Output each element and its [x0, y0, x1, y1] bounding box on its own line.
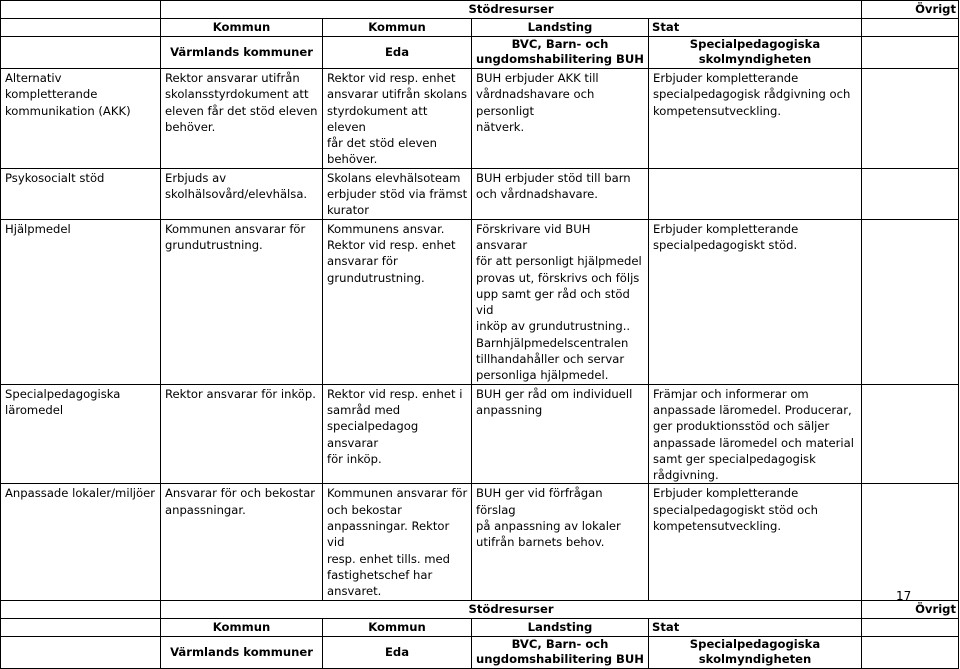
table-cell: BUH erbjuder stöd till barn och vårdnadshavare.: [472, 168, 649, 219]
table-row: [1, 168, 959, 219]
table-cell: Kommunen ansvarar för grundutrustning.: [161, 219, 323, 384]
row-label: Psykosocialt stöd: [1, 168, 161, 219]
table-cell: [862, 168, 959, 219]
row-label: Hjälpmedel: [1, 219, 161, 384]
header-bvc-buh: BVC, Barn- och ungdomshabilitering BUH: [472, 37, 649, 69]
header-kommun: Kommun: [323, 19, 472, 37]
table-cell: Främjar och informerar om anpassade läromedel. Producerar, ger produktionsstöd och säljer anpassade läromedel och material samt ger specialpedagogisk rådgivning.: [649, 384, 862, 484]
header-row: [1, 37, 959, 69]
footer-header-landsting: Landsting: [472, 618, 649, 636]
table-cell: Kommunens ansvar. Rektor vid resp. enhet ansvarar för grundutrustning.: [323, 219, 472, 384]
table-cell: Rektor vid resp. enhet ansvarar utifrån skolans styrdokument att eleven får det stöd eleven behöver.: [323, 69, 472, 169]
header-eda: Eda: [323, 37, 472, 69]
table-cell: Kommunen ansvarar för och bekostar anpassningar. Rektor vid resp. enhet tills. med fastighetschef har ansvaret.: [323, 484, 472, 600]
header-stat: Stat: [649, 19, 862, 37]
table-cell: Skolans elevhälsoteam erbjuder stöd via främst kurator: [323, 168, 472, 219]
footer-header-stodresurser: Stödresurser: [161, 600, 862, 618]
footer-header-row: [1, 618, 959, 636]
row-label: Specialpedagogiska läromedel: [1, 384, 161, 484]
table-row: [1, 69, 959, 169]
page-number: 17: [896, 589, 912, 603]
header-row: [1, 19, 959, 37]
table-cell: Erbjuds av skolhälsovård/elevhälsa.: [161, 168, 323, 219]
footer-header-ovrigt: Övrigt: [862, 600, 959, 618]
table-cell: BUH ger råd om individuell anpassning: [472, 384, 649, 484]
table-cell: [862, 219, 959, 384]
table-row: [1, 219, 959, 384]
footer-header-row: [1, 636, 959, 668]
table-cell: Ansvarar för och bekostar anpassningar.: [161, 484, 323, 600]
footer-header-kommun: Kommun: [161, 618, 323, 636]
table-cell: [862, 69, 959, 169]
header-varmlands-kommuner: Värmlands kommuner: [161, 37, 323, 69]
footer-header-spsm: Specialpedagogiska skolmyndigheten: [649, 636, 862, 668]
header-kommun: Kommun: [161, 19, 323, 37]
table-cell: Rektor vid resp. enhet i samråd med specialpedagog ansvarar för inköp.: [323, 384, 472, 484]
table-cell: [862, 484, 959, 600]
table-cell: Rektor ansvarar utifrån skolansstyrdokument att eleven får det stöd eleven behöver.: [161, 69, 323, 169]
table-cell: BUH erbjuder AKK till vårdnadshavare och personligt nätverk.: [472, 69, 649, 169]
footer-header-bvc-buh: BVC, Barn- och ungdomshabilitering BUH: [472, 636, 649, 668]
row-label: Alternativ kompletterande kommunikation (AKK): [1, 69, 161, 169]
table-cell: Erbjuder kompletterande specialpedagogiskt stöd.: [649, 219, 862, 384]
table-cell: Erbjuder kompletterande specialpedagogiskt stöd och kompetensutveckling.: [649, 484, 862, 600]
footer-header-stat: Stat: [649, 618, 862, 636]
header-spsm: Specialpedagogiska skolmyndigheten: [649, 37, 862, 69]
table-cell: [862, 384, 959, 484]
header-ovrigt: Övrigt: [862, 1, 959, 19]
header-corner: [1, 1, 161, 19]
footer-header-eda: Eda: [323, 636, 472, 668]
header-stodresurser: Stödresurser: [161, 1, 862, 19]
footer-header-varmlands-kommuner: Värmlands kommuner: [161, 636, 323, 668]
header-row: [1, 1, 959, 19]
table-cell: Förskrivare vid BUH ansvarar för att personligt hjälpmedel provas ut, förskrivs och följs upp samt ger råd och stöd vid inköp av grundutrustning.. Barnhjälpmedelscentralen tillhandahåller och servar personliga hjälpmedel.: [472, 219, 649, 384]
footer-header-kommun: Kommun: [323, 618, 472, 636]
table-cell: Erbjuder kompletterande specialpedagogisk rådgivning och kompetensutveckling.: [649, 69, 862, 169]
header-landsting: Landsting: [472, 19, 649, 37]
row-label: Anpassade lokaler/miljöer: [1, 484, 161, 600]
table-cell: Rektor ansvarar för inköp.: [161, 384, 323, 484]
table-cell: BUH ger vid förfrågan förslag på anpassning av lokaler utifrån barnets behov.: [472, 484, 649, 600]
table-cell: [649, 168, 862, 219]
table-row: [1, 384, 959, 484]
table-row: [1, 484, 959, 600]
